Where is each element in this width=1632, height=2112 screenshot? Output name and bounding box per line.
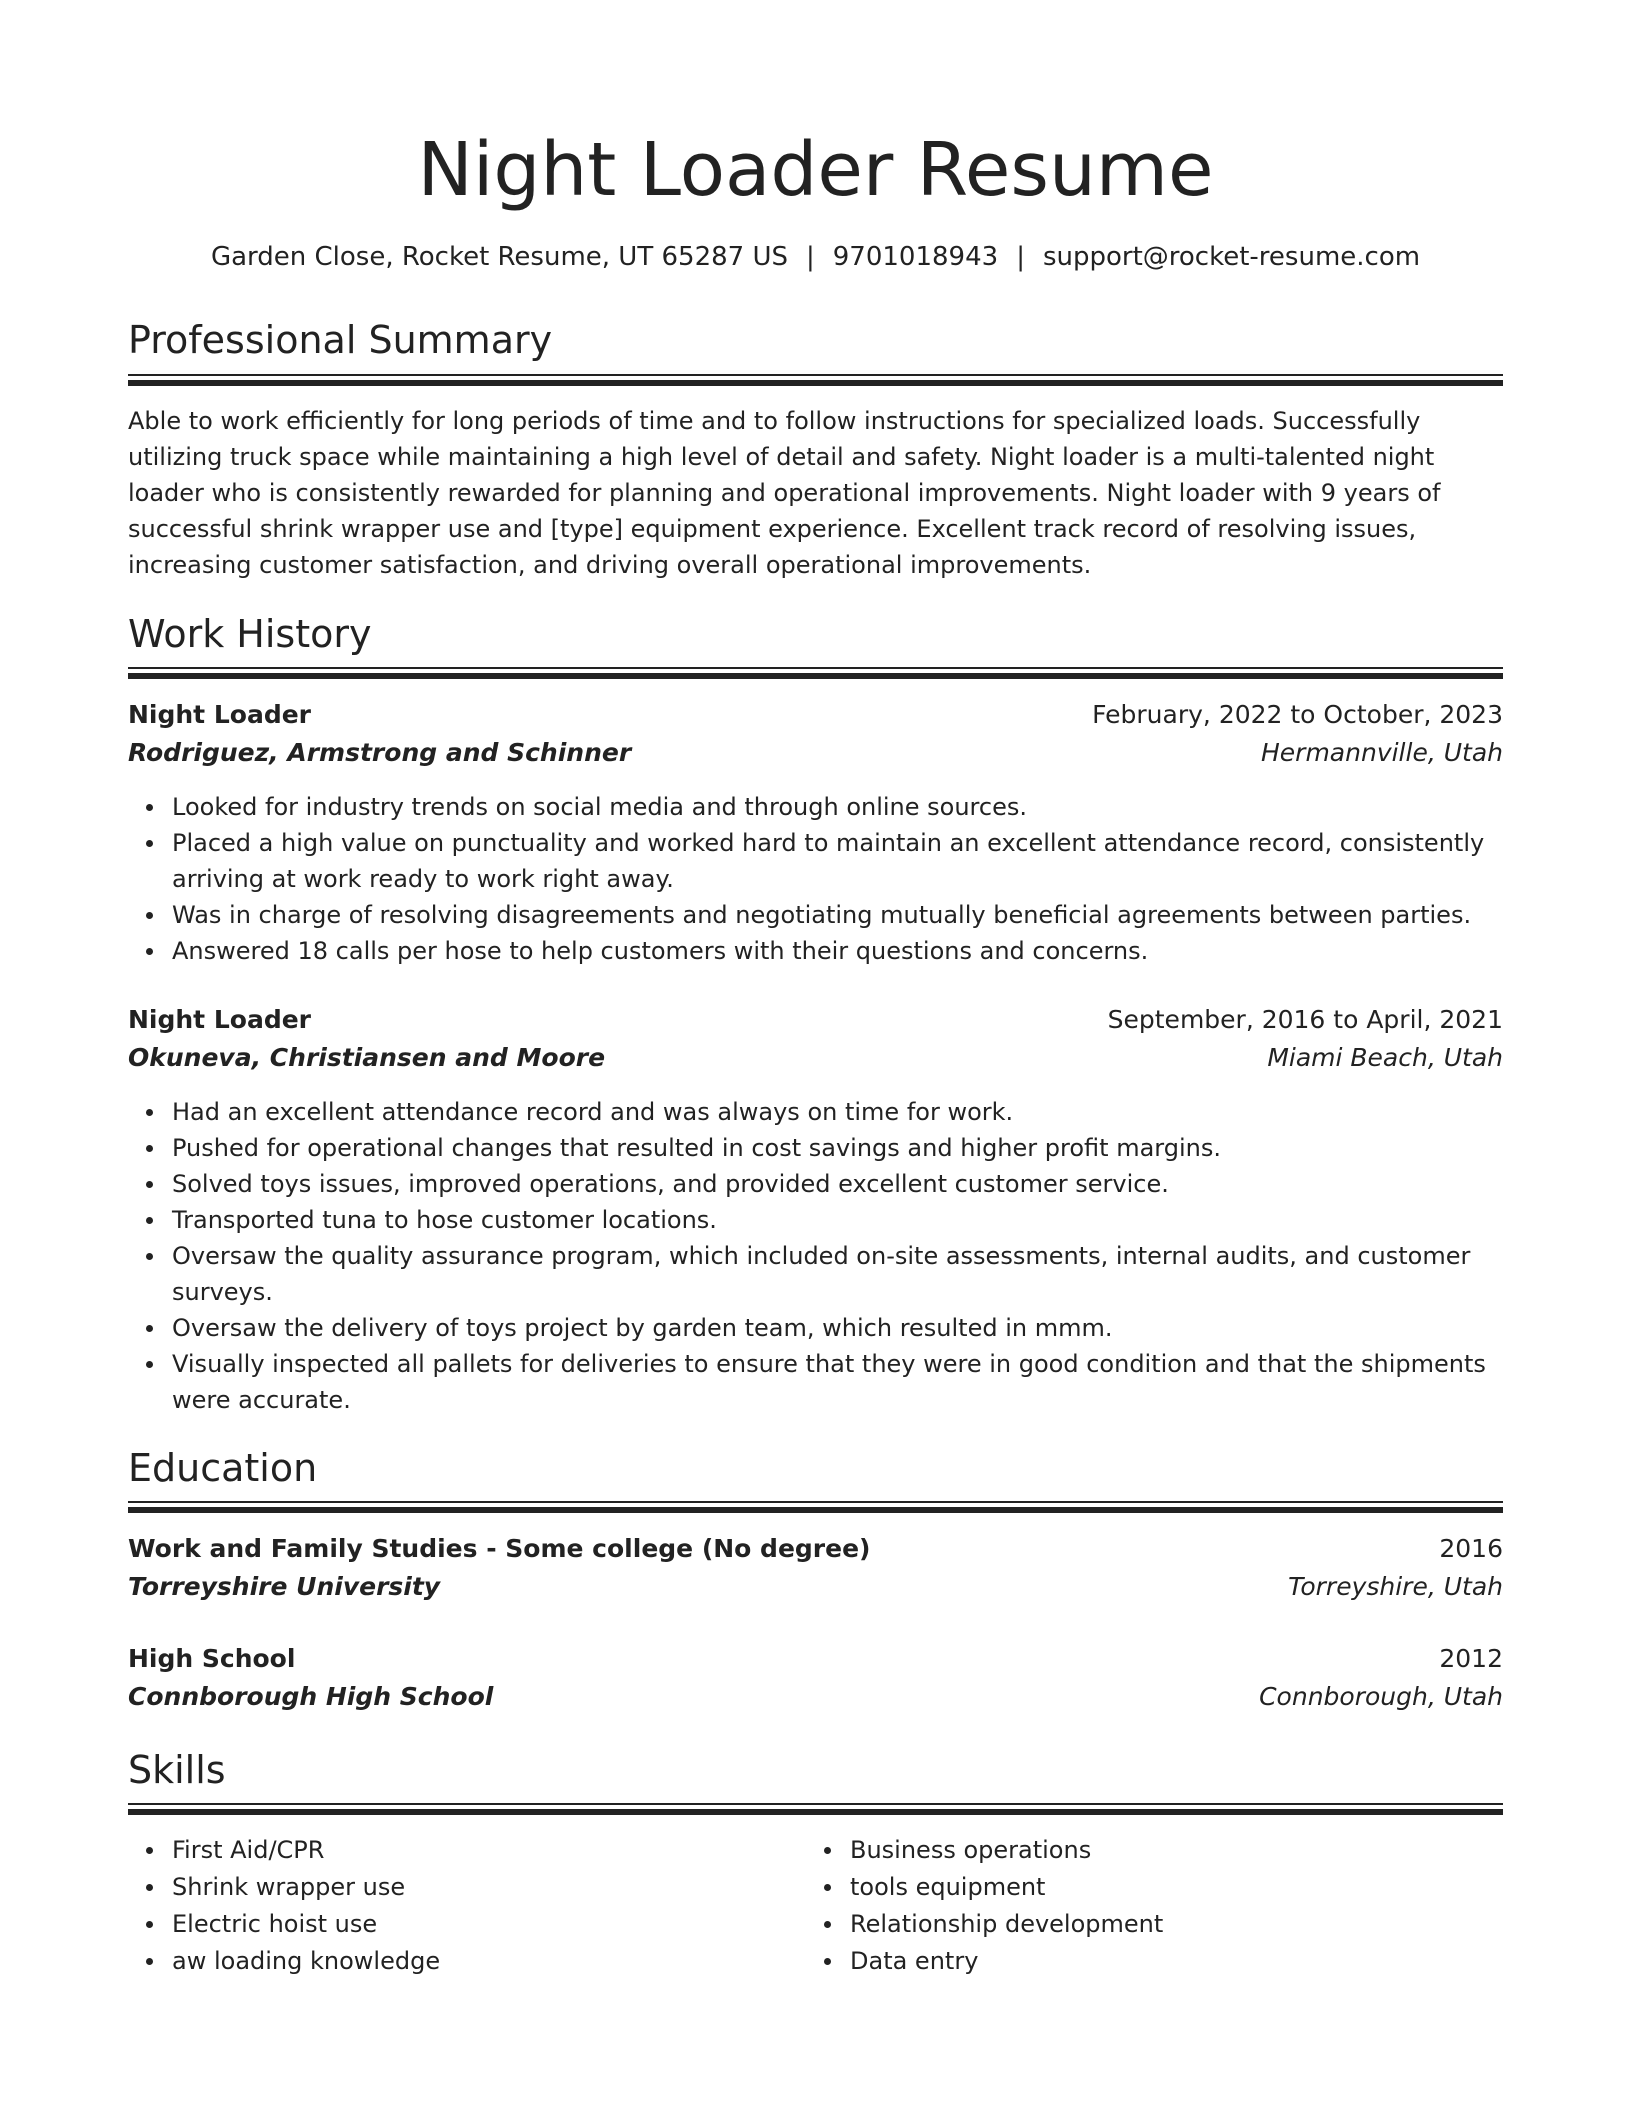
school-location: Connborough, Utah (1259, 1682, 1503, 1711)
contact-address: Garden Close, Rocket Resume, UT 65287 US (210, 242, 788, 272)
job-entry (128, 1001, 1503, 1077)
section-divider (128, 1803, 1503, 1816)
list-item: Was in charge of resolving disagreements and negotiating mutually beneficial agreements between parties. (172, 897, 1503, 933)
job-dates: September, 2016 to April, 2021 (1107, 1005, 1503, 1034)
job-title: Night Loader (128, 1005, 311, 1034)
job-company: Okuneva, Christiansen and Moore (128, 1043, 606, 1072)
list-item: Answered 18 calls per hose to help customers with their questions and concerns. (172, 933, 1503, 969)
contact-line (128, 237, 1503, 277)
school-location: Torreyshire, Utah (1288, 1572, 1503, 1601)
list-item: Oversaw the delivery of toys project by garden team, which resulted in mmm. (172, 1310, 1503, 1346)
list-item: Data entry (850, 1943, 1484, 1980)
skills-list (128, 1832, 1503, 1992)
education-year: 2016 (1439, 1534, 1503, 1563)
list-item: Placed a high value on punctuality and worked hard to maintain an excellent attendance record, consistently arriving at work ready to work right away. (172, 825, 1503, 897)
list-item: Business operations (850, 1832, 1484, 1869)
degree-title: High School (128, 1644, 296, 1673)
education-entry (128, 1640, 1503, 1716)
list-item: tools equipment (850, 1869, 1484, 1906)
education-year: 2012 (1439, 1644, 1503, 1673)
summary-text: Able to work efficiently for long periods of time and to follow instructions for specialized loads. Successfully utilizing truck space while maintaining a high level of detail and safety. Night loader is a multi-talented night loader who is consistently rewarded for planning and operational improvements. Night loader with 9 years of successful shrink wrapper use and [type] equipment experience. Excellent track record of resolving issues, increasing customer satisfaction, and driving overall operational improvements. (128, 407, 1441, 579)
list-item: Transported tuna to hose customer locations. (172, 1202, 1503, 1238)
contact-separator: | (806, 242, 815, 272)
school-name: Connborough High School (128, 1682, 494, 1711)
job-location: Hermannville, Utah (1261, 738, 1503, 767)
job-company: Rodriguez, Armstrong and Schinner (128, 738, 632, 767)
section-divider (128, 374, 1503, 387)
contact-separator: | (1016, 242, 1025, 272)
contact-phone: 9701018943 (832, 242, 999, 272)
education-entry (128, 1530, 1503, 1606)
list-item: aw loading knowledge (172, 1943, 806, 1980)
job-entry (128, 696, 1503, 772)
list-item: First Aid/CPR (172, 1832, 806, 1869)
section-divider (128, 1501, 1503, 1514)
skills-column-left (128, 1832, 806, 1980)
list-item: Visually inspected all pallets for deliveries to ensure that they were in good condition and that the shipments were accurate. (172, 1346, 1503, 1418)
section-title-skills: Skills (128, 1748, 226, 1792)
contact-email: support@rocket-resume.com (1042, 242, 1421, 272)
resume-name: Night Loader Resume (417, 127, 1214, 213)
list-item: Looked for industry trends on social media and through online sources. (172, 789, 1503, 825)
job-bullets (128, 1094, 1503, 1418)
list-item: Electric hoist use (172, 1906, 806, 1943)
job-title: Night Loader (128, 700, 311, 729)
job-location: Miami Beach, Utah (1267, 1043, 1503, 1072)
section-divider (128, 667, 1503, 680)
list-item: Relationship development (850, 1906, 1484, 1943)
list-item: Solved toys issues, improved operations, and provided excellent customer service. (172, 1166, 1503, 1202)
school-name: Torreyshire University (128, 1572, 441, 1601)
degree-title: Work and Family Studies - Some college (No degree) (128, 1534, 871, 1563)
list-item: Had an excellent attendance record and was always on time for work. (172, 1094, 1503, 1130)
list-item: Shrink wrapper use (172, 1869, 806, 1906)
skills-column-right (806, 1832, 1484, 1980)
list-item: Oversaw the quality assurance program, which included on-site assessments, internal audits, and customer surveys. (172, 1238, 1503, 1310)
job-dates: February, 2022 to October, 2023 (1092, 700, 1503, 729)
section-title-summary: Professional Summary (128, 318, 553, 362)
job-bullets (128, 789, 1503, 969)
section-title-education: Education (128, 1446, 318, 1490)
list-item: Pushed for operational changes that resulted in cost savings and higher profit margins. (172, 1130, 1503, 1166)
section-title-work: Work History (128, 612, 372, 656)
